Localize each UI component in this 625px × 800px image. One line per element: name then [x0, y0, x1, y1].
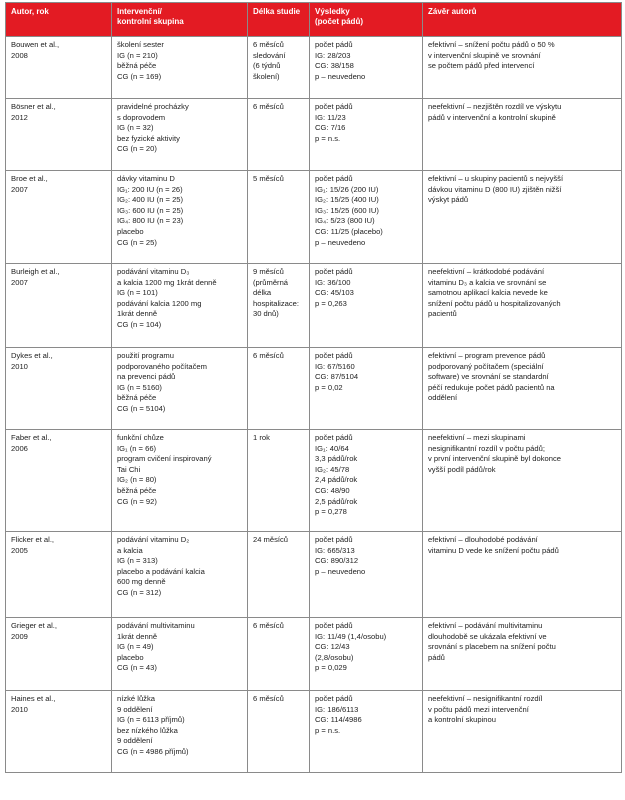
- cell-duration: 6 měsíců: [248, 99, 310, 171]
- cell-intervention: dávky vitaminu D IG₁: 200 IU (n = 26) IG₂: 400 IU (n = 25) IG₃: 600 IU (n = 25) IG₄: 800 IU (n = 23) placebo CG (n = 25): [112, 171, 248, 264]
- cell-duration: 6 měsíců sledování (6 týdnů školení): [248, 37, 310, 99]
- cell-intervention: školení sester IG (n = 210) běžná péče CG (n = 169): [112, 37, 248, 99]
- cell-intervention: podávání vitaminu D₂ a kalcia IG (n = 313) placebo a podávání kalcia 600 mg denně CG (n = 312): [112, 532, 248, 618]
- cell-intervention: funkční chůze IG₁ (n = 66) program cvičení inspirovaný Tai Chi IG₂ (n = 80) běžná péče CG (n = 92): [112, 430, 248, 532]
- cell-conclusion: neefektivní – mezi skupinami nesignifikantní rozdíl v počtu pádů; v první intervenční skupině byl dokonce vyšší podíl pádů/rok: [423, 430, 622, 532]
- studies-table: [5, 2, 622, 773]
- cell-duration: 5 měsíců: [248, 171, 310, 264]
- header-duration: Délka studie: [248, 3, 310, 37]
- cell-author: Broe et al., 2007: [6, 171, 112, 264]
- table-row: [6, 37, 622, 99]
- table-row: [6, 99, 622, 171]
- cell-author: Flicker et al., 2005: [6, 532, 112, 618]
- cell-author: Bösner et al., 2012: [6, 99, 112, 171]
- cell-author: Haines et al., 2010: [6, 691, 112, 773]
- table-row: [6, 430, 622, 532]
- cell-conclusion: neefektivní – nezjištěn rozdíl ve výskytu pádů v intervenční a kontrolní skupině: [423, 99, 622, 171]
- table-row: [6, 264, 622, 348]
- cell-results: počet pádů IG: 665/313 CG: 890/312 p – neuvedeno: [310, 532, 423, 618]
- header-intervention: Intervenční/ kontrolní skupina: [112, 3, 248, 37]
- cell-author: Faber et al., 2006: [6, 430, 112, 532]
- cell-duration: 6 měsíců: [248, 348, 310, 430]
- cell-intervention: podávání multivitaminu 1krát denně IG (n = 49) placebo CG (n = 43): [112, 618, 248, 691]
- table-header: [6, 3, 622, 37]
- cell-duration: 6 měsíců: [248, 691, 310, 773]
- cell-conclusion: efektivní – dlouhodobé podávání vitaminu D vede ke snížení počtu pádů: [423, 532, 622, 618]
- cell-results: počet pádů IG: 186/6113 CG: 114/4986 p = n.s.: [310, 691, 423, 773]
- cell-author: Dykes et al., 2010: [6, 348, 112, 430]
- cell-author: Grieger et al., 2009: [6, 618, 112, 691]
- cell-conclusion: neefektivní – nesignifikantní rozdíl v počtu pádů mezi intervenční a kontrolní skupinou: [423, 691, 622, 773]
- cell-results: počet pádů IG₁: 40/64 3,3 pádů/rok IG₂: 45/78 2,4 pádů/rok CG: 48/90 2,5 pádů/rok p = 0,278: [310, 430, 423, 532]
- header-results: Výsledky (počet pádů): [310, 3, 423, 37]
- cell-intervention: podávání vitaminu D₃ a kalcia 1200 mg 1krát denně IG (n = 101) podávání kalcia 1200 mg 1krát denně CG (n = 104): [112, 264, 248, 348]
- table-row: [6, 618, 622, 691]
- cell-conclusion: efektivní – snížení počtu pádů o 50 % v intervenční skupině ve srovnání se počtem pádů před intervencí: [423, 37, 622, 99]
- cell-results: počet pádů IG: 11/23 CG: 7/16 p = n.s.: [310, 99, 423, 171]
- cell-conclusion: efektivní – program prevence pádů podporovaný počítačem (speciální software) ve srovnání se standardní péčí redukuje počet pádů pacientů na oddělení: [423, 348, 622, 430]
- table-row: [6, 348, 622, 430]
- cell-duration: 6 měsíců: [248, 618, 310, 691]
- table-body: [6, 37, 622, 773]
- cell-results: počet pádů IG: 36/100 CG: 45/103 p = 0,263: [310, 264, 423, 348]
- cell-conclusion: neefektivní – krátkodobé podávání vitaminu D₃ a kalcia ve srovnání se samotnou aplikací kalcia nevede ke snížení počtu pádů u hospitalizovaných pacientů: [423, 264, 622, 348]
- cell-results: počet pádů IG₁: 15/26 (200 IU) IG₂: 15/25 (400 IU) IG₃: 15/25 (600 IU) IG₄: 5/23 (800 IU) CG: 11/25 (placebo) p – neuvedeno: [310, 171, 423, 264]
- cell-duration: 9 měsíců (průměrná délka hospitalizace: 30 dnů): [248, 264, 310, 348]
- header-conclusion: Závěr autorů: [423, 3, 622, 37]
- cell-author: Bouwen et al., 2008: [6, 37, 112, 99]
- cell-author: Burleigh et al., 2007: [6, 264, 112, 348]
- cell-conclusion: efektivní – podávání multivitaminu dlouhodobě se ukázala efektivní ve srovnání s placebem na snížení počtu pádů: [423, 618, 622, 691]
- cell-intervention: nízké lůžka 9 oddělení IG (n = 6113 příjmů) bez nízkého lůžka 9 oddělení CG (n = 4986 příjmů): [112, 691, 248, 773]
- cell-results: počet pádů IG: 28/203 CG: 38/158 p – neuvedeno: [310, 37, 423, 99]
- cell-intervention: použití programu podporovaného počítačem na prevenci pádů IG (n = 5160) běžná péče CG (n = 5104): [112, 348, 248, 430]
- studies-table-container: [5, 2, 621, 794]
- cell-duration: 24 měsíců: [248, 532, 310, 618]
- cell-duration: 1 rok: [248, 430, 310, 532]
- cell-results: počet pádů IG: 67/5160 CG: 87/5104 p = 0,02: [310, 348, 423, 430]
- cell-intervention: pravidelné procházky s doprovodem IG (n = 32) bez fyzické aktivity CG (n = 20): [112, 99, 248, 171]
- header-author: Autor, rok: [6, 3, 112, 37]
- table-row: [6, 171, 622, 264]
- cell-results: počet pádů IG: 11/49 (1,4/osobu) CG: 12/43 (2,8/osobu) p = 0,029: [310, 618, 423, 691]
- cell-conclusion: efektivní – u skupiny pacientů s nejvyšší dávkou vitaminu D (800 IU) zjištěn nižší výskyt pádů: [423, 171, 622, 264]
- table-row: [6, 691, 622, 773]
- header-row: [6, 3, 622, 37]
- table-row: [6, 532, 622, 618]
